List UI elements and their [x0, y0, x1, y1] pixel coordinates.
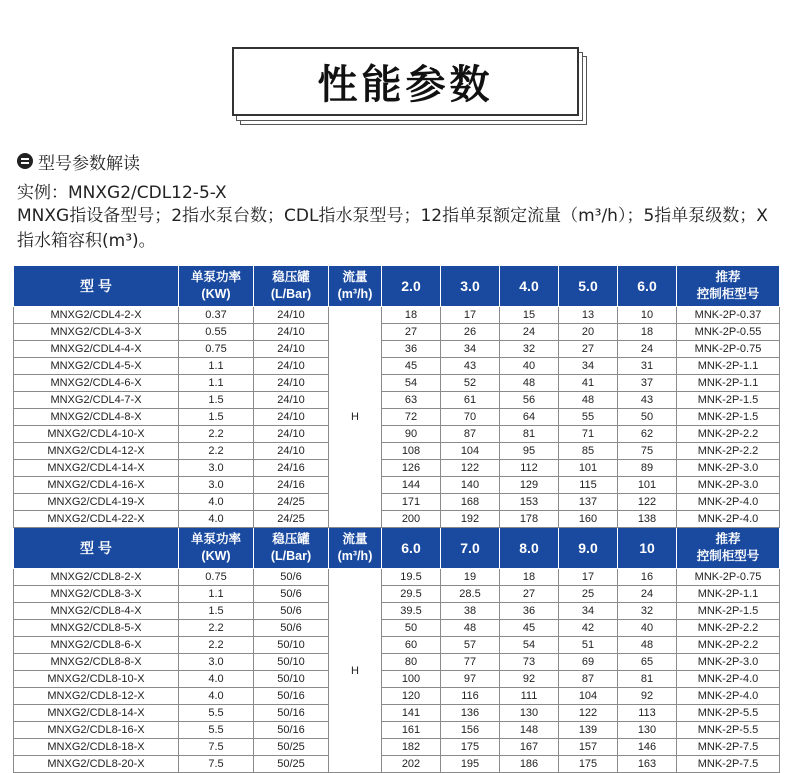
cell-power: 1.1 [179, 586, 254, 603]
cell-head-value: 50 [618, 409, 677, 426]
table-row [14, 688, 780, 705]
table-row [14, 722, 780, 739]
cell-model: MNXG2/CDL4-3-X [14, 324, 179, 341]
table-row [14, 671, 780, 688]
cell-head-value: 61 [441, 392, 500, 409]
cell-head-value: 70 [441, 409, 500, 426]
cell-power: 0.55 [179, 324, 254, 341]
cell-head-value: 186 [500, 756, 559, 773]
cell-head-value: 27 [559, 341, 618, 358]
cell-head-value: 25 [559, 586, 618, 603]
cell-head-value: 55 [559, 409, 618, 426]
cell-head-value: 18 [500, 569, 559, 586]
cell-head-value: 31 [618, 358, 677, 375]
cell-model: MNXG2/CDL4-16-X [14, 477, 179, 494]
cell-power: 4.0 [179, 511, 254, 528]
cell-head-value: 40 [500, 358, 559, 375]
cell-head-value: 50 [382, 620, 441, 637]
cell-head-value: 43 [441, 358, 500, 375]
header-tank [254, 266, 329, 307]
cell-tank: 50/6 [254, 620, 329, 637]
table-row [14, 392, 780, 409]
cell-cabinet: MNK-2P-5.5 [677, 705, 780, 722]
cell-head-value: 64 [500, 409, 559, 426]
cell-head-value: 71 [559, 426, 618, 443]
cell-power: 7.5 [179, 739, 254, 756]
header-flow-q3: 4.0 [500, 266, 559, 307]
cell-cabinet: MNK-2P-2.2 [677, 620, 780, 637]
cell-model: MNXG2/CDL8-18-X [14, 739, 179, 756]
cell-model: MNXG2/CDL4-7-X [14, 392, 179, 409]
header-power-line1: 单泵功率 [190, 270, 241, 284]
cell-model: MNXG2/CDL4-4-X [14, 341, 179, 358]
cell-head-value: 157 [559, 739, 618, 756]
cell-cabinet: MNK-2P-0.75 [677, 341, 780, 358]
cell-head-value: 24 [618, 341, 677, 358]
cell-head-value: 81 [500, 426, 559, 443]
cell-model: MNXG2/CDL8-20-X [14, 756, 179, 773]
cell-head-value: 56 [500, 392, 559, 409]
table-row [14, 307, 780, 324]
header-cabinet-line1: 推荐 [715, 532, 741, 546]
cell-cabinet: MNK-2P-1.5 [677, 409, 780, 426]
header-flow-q4: 5.0 [559, 266, 618, 307]
cell-head-value: 77 [441, 654, 500, 671]
header-model: 型 号 [14, 528, 179, 569]
cell-cabinet: MNK-2P-1.5 [677, 392, 780, 409]
cell-head-value: 140 [441, 477, 500, 494]
cell-model: MNXG2/CDL8-12-X [14, 688, 179, 705]
cell-head-value: 156 [441, 722, 500, 739]
cell-tank: 50/16 [254, 705, 329, 722]
header-tank [254, 528, 329, 569]
cell-model: MNXG2/CDL8-6-X [14, 637, 179, 654]
cell-power: 2.2 [179, 620, 254, 637]
cell-model: MNXG2/CDL4-14-X [14, 460, 179, 477]
cell-head-value: 17 [441, 307, 500, 324]
cell-head-value: 100 [382, 671, 441, 688]
cell-model: MNXG2/CDL8-10-X [14, 671, 179, 688]
cell-power: 7.5 [179, 756, 254, 773]
cell-head-value: 32 [500, 341, 559, 358]
cell-cabinet: MNK-2P-2.2 [677, 426, 780, 443]
cell-power: 1.5 [179, 409, 254, 426]
cell-power: 4.0 [179, 688, 254, 705]
cell-head-value: 85 [559, 443, 618, 460]
cell-head-value: 36 [382, 341, 441, 358]
cell-model: MNXG2/CDL8-3-X [14, 586, 179, 603]
cell-tank: 24/10 [254, 341, 329, 358]
cell-head-value: 101 [559, 460, 618, 477]
cell-head-value: 122 [559, 705, 618, 722]
cell-head-value: 171 [382, 494, 441, 511]
cell-head-value: 95 [500, 443, 559, 460]
cell-head-value: 120 [382, 688, 441, 705]
cell-head-value: 153 [500, 494, 559, 511]
table-row [14, 460, 780, 477]
cell-cabinet: MNK-2P-3.0 [677, 654, 780, 671]
cell-head-value: 139 [559, 722, 618, 739]
table-row [14, 569, 780, 586]
table-row [14, 426, 780, 443]
cell-head-value: 192 [441, 511, 500, 528]
header-flow [329, 266, 382, 307]
cell-cabinet: MNK-2P-4.0 [677, 671, 780, 688]
cell-head-value: 57 [441, 637, 500, 654]
cell-head-value: 202 [382, 756, 441, 773]
banner-front-frame [232, 47, 579, 116]
header-model: 型 号 [14, 266, 179, 307]
cell-cabinet: MNK-2P-1.1 [677, 375, 780, 392]
cell-model: MNXG2/CDL8-16-X [14, 722, 179, 739]
cell-head-value: 111 [500, 688, 559, 705]
header-tank-line2: (L/Bar) [270, 549, 312, 563]
cell-tank: 50/10 [254, 671, 329, 688]
cell-cabinet: MNK-2P-7.5 [677, 756, 780, 773]
cell-head-value: 195 [441, 756, 500, 773]
cell-model: MNXG2/CDL4-19-X [14, 494, 179, 511]
cell-tank: 50/16 [254, 722, 329, 739]
cell-cabinet: MNK-2P-4.0 [677, 494, 780, 511]
header-flow-line1: 流量 [342, 270, 368, 284]
cell-head-value: 42 [559, 620, 618, 637]
cell-head-value: 163 [618, 756, 677, 773]
cell-head-value: 126 [382, 460, 441, 477]
table-row [14, 756, 780, 773]
cell-head-value: 87 [559, 671, 618, 688]
cell-tank: 50/16 [254, 688, 329, 705]
cell-cabinet: MNK-2P-1.5 [677, 603, 780, 620]
cell-tank: 24/10 [254, 307, 329, 324]
table-row [14, 603, 780, 620]
cell-cabinet: MNK-2P-0.55 [677, 324, 780, 341]
header-power-line2: (KW) [201, 549, 231, 563]
cell-cabinet: MNK-2P-5.5 [677, 722, 780, 739]
cell-head-value: 32 [618, 603, 677, 620]
cell-cabinet: MNK-2P-0.37 [677, 307, 780, 324]
page-title: 性能参数 [317, 62, 494, 108]
cell-tank: 24/10 [254, 443, 329, 460]
header-flow-q2: 7.0 [441, 528, 500, 569]
cell-head-value: 101 [618, 477, 677, 494]
cell-head-value: 92 [500, 671, 559, 688]
cell-head-value: 27 [382, 324, 441, 341]
cell-head-value: 63 [382, 392, 441, 409]
cell-tank: 50/6 [254, 586, 329, 603]
cell-head-value: 69 [559, 654, 618, 671]
cell-head-value: 148 [500, 722, 559, 739]
cell-head-value: 45 [382, 358, 441, 375]
header-power [179, 266, 254, 307]
cell-head-value: 108 [382, 443, 441, 460]
cell-head-value: 200 [382, 511, 441, 528]
cell-head-value: 24 [618, 586, 677, 603]
cell-power: 1.1 [179, 375, 254, 392]
cell-model: MNXG2/CDL8-5-X [14, 620, 179, 637]
header-flow-q4: 9.0 [559, 528, 618, 569]
cell-tank: 24/16 [254, 460, 329, 477]
cell-head-value: 48 [618, 637, 677, 654]
cell-cabinet: MNK-2P-3.0 [677, 460, 780, 477]
header-cabinet-line2: 控制柜型号 [696, 549, 760, 563]
cell-head-value: 48 [500, 375, 559, 392]
table-row [14, 586, 780, 603]
cell-head-value: 122 [441, 460, 500, 477]
cell-head-label: H [329, 307, 382, 528]
cell-head-value: 62 [618, 426, 677, 443]
cell-head-value: 92 [618, 688, 677, 705]
cell-head-value: 26 [441, 324, 500, 341]
cell-cabinet: MNK-2P-4.0 [677, 688, 780, 705]
cell-head-value: 73 [500, 654, 559, 671]
section-title: 型号参数解读 [38, 153, 140, 174]
cell-tank: 24/10 [254, 324, 329, 341]
header-flow-q5: 10 [618, 528, 677, 569]
cell-model: MNXG2/CDL4-12-X [14, 443, 179, 460]
header-flow-line1: 流量 [342, 532, 368, 546]
cell-head-label: H [329, 569, 382, 773]
cell-head-value: 45 [500, 620, 559, 637]
cell-power: 3.0 [179, 477, 254, 494]
cell-tank: 24/10 [254, 375, 329, 392]
cell-power: 0.37 [179, 307, 254, 324]
table-row [14, 443, 780, 460]
cell-model: MNXG2/CDL8-4-X [14, 603, 179, 620]
header-cabinet-line2: 控制柜型号 [696, 287, 760, 301]
table-row [14, 511, 780, 528]
header-flow-q2: 3.0 [441, 266, 500, 307]
cell-head-value: 75 [618, 443, 677, 460]
cell-head-value: 37 [618, 375, 677, 392]
cell-head-value: 17 [559, 569, 618, 586]
header-flow-line2: (m³/h) [337, 549, 373, 563]
cell-model: MNXG2/CDL8-14-X [14, 705, 179, 722]
cell-head-value: 43 [618, 392, 677, 409]
cell-cabinet: MNK-2P-7.5 [677, 739, 780, 756]
header-flow-q1: 2.0 [382, 266, 441, 307]
cell-model: MNXG2/CDL4-6-X [14, 375, 179, 392]
cell-tank: 50/6 [254, 569, 329, 586]
cell-head-value: 175 [441, 739, 500, 756]
cell-head-value: 54 [500, 637, 559, 654]
cell-tank: 50/10 [254, 654, 329, 671]
cell-power: 2.2 [179, 637, 254, 654]
cell-tank: 24/10 [254, 392, 329, 409]
cell-head-value: 137 [559, 494, 618, 511]
table-row [14, 324, 780, 341]
cell-head-value: 81 [618, 671, 677, 688]
cell-head-value: 41 [559, 375, 618, 392]
cell-head-value: 34 [559, 603, 618, 620]
cell-model: MNXG2/CDL8-2-X [14, 569, 179, 586]
header-flow-q3: 8.0 [500, 528, 559, 569]
cell-head-value: 20 [559, 324, 618, 341]
header-tank-line2: (L/Bar) [270, 287, 312, 301]
cell-head-value: 167 [500, 739, 559, 756]
cell-cabinet: MNK-2P-3.0 [677, 477, 780, 494]
cell-tank: 24/25 [254, 511, 329, 528]
cell-tank: 24/10 [254, 426, 329, 443]
header-tank-line1: 稳压罐 [272, 532, 310, 546]
cell-head-value: 72 [382, 409, 441, 426]
cell-tank: 24/10 [254, 358, 329, 375]
cell-head-value: 122 [618, 494, 677, 511]
cell-head-value: 24 [500, 324, 559, 341]
cell-head-value: 129 [500, 477, 559, 494]
cell-tank: 24/10 [254, 409, 329, 426]
cell-power: 0.75 [179, 569, 254, 586]
header-flow [329, 528, 382, 569]
cell-head-value: 90 [382, 426, 441, 443]
cell-model: MNXG2/CDL8-8-X [14, 654, 179, 671]
header-cabinet-line1: 推荐 [715, 270, 741, 284]
spec-table [13, 265, 780, 773]
cell-head-value: 18 [618, 324, 677, 341]
cell-head-value: 130 [618, 722, 677, 739]
cell-head-value: 19.5 [382, 569, 441, 586]
table-row [14, 341, 780, 358]
cell-model: MNXG2/CDL4-5-X [14, 358, 179, 375]
cell-head-value: 113 [618, 705, 677, 722]
cell-head-value: 161 [382, 722, 441, 739]
cell-head-value: 15 [500, 307, 559, 324]
header-flow-q1: 6.0 [382, 528, 441, 569]
cell-head-value: 144 [382, 477, 441, 494]
cell-head-value: 51 [559, 637, 618, 654]
cell-head-value: 60 [382, 637, 441, 654]
cell-head-value: 18 [382, 307, 441, 324]
header-flow-q5: 6.0 [618, 266, 677, 307]
cell-power: 3.0 [179, 654, 254, 671]
cell-cabinet: MNK-2P-1.1 [677, 586, 780, 603]
cell-power: 5.5 [179, 722, 254, 739]
cell-model: MNXG2/CDL4-2-X [14, 307, 179, 324]
header-flow-line2: (m³/h) [337, 287, 373, 301]
cell-head-value: 136 [441, 705, 500, 722]
cell-head-value: 168 [441, 494, 500, 511]
cell-tank: 24/16 [254, 477, 329, 494]
cell-head-value: 36 [500, 603, 559, 620]
cell-head-value: 39.5 [382, 603, 441, 620]
cell-head-value: 112 [500, 460, 559, 477]
cell-head-value: 115 [559, 477, 618, 494]
cell-head-value: 89 [618, 460, 677, 477]
cell-head-value: 13 [559, 307, 618, 324]
cell-head-value: 175 [559, 756, 618, 773]
cell-cabinet: MNK-2P-4.0 [677, 511, 780, 528]
cell-head-value: 141 [382, 705, 441, 722]
title-banner [232, 47, 587, 125]
cell-head-value: 178 [500, 511, 559, 528]
cell-power: 4.0 [179, 671, 254, 688]
example-text: 实例：MNXG2/CDL12-5-X [17, 183, 227, 203]
cell-head-value: 34 [441, 341, 500, 358]
table-row [14, 620, 780, 637]
table-header-row [14, 528, 780, 569]
cell-head-value: 138 [618, 511, 677, 528]
cell-power: 2.2 [179, 443, 254, 460]
header-tank-line1: 稳压罐 [272, 270, 310, 284]
cell-power: 1.5 [179, 392, 254, 409]
cell-head-value: 40 [618, 620, 677, 637]
cell-head-value: 104 [559, 688, 618, 705]
cell-head-value: 116 [441, 688, 500, 705]
explanation-text: MNXG指设备型号；2指水泵台数；CDL指水泵型号；12指单泵额定流量（m³/h）；5指单泵级数；X指水箱容积(m³)。 [17, 206, 768, 251]
cell-power: 2.2 [179, 426, 254, 443]
cell-power: 4.0 [179, 494, 254, 511]
cell-power: 5.5 [179, 705, 254, 722]
cell-tank: 50/6 [254, 603, 329, 620]
cell-head-value: 38 [441, 603, 500, 620]
cell-head-value: 104 [441, 443, 500, 460]
table-row [14, 705, 780, 722]
header-power [179, 528, 254, 569]
cell-power: 1.1 [179, 358, 254, 375]
list-icon [17, 153, 33, 169]
cell-tank: 24/25 [254, 494, 329, 511]
cell-tank: 50/10 [254, 637, 329, 654]
cell-head-value: 48 [441, 620, 500, 637]
table-header-row [14, 266, 780, 307]
cell-head-value: 97 [441, 671, 500, 688]
cell-head-value: 52 [441, 375, 500, 392]
cell-head-value: 10 [618, 307, 677, 324]
header-cabinet [677, 266, 780, 307]
table-row [14, 494, 780, 511]
cell-head-value: 182 [382, 739, 441, 756]
cell-head-value: 29.5 [382, 586, 441, 603]
header-power-line2: (KW) [201, 287, 231, 301]
table-row [14, 409, 780, 426]
cell-head-value: 34 [559, 358, 618, 375]
cell-model: MNXG2/CDL4-8-X [14, 409, 179, 426]
cell-head-value: 27 [500, 586, 559, 603]
cell-cabinet: MNK-2P-2.2 [677, 443, 780, 460]
cell-head-value: 87 [441, 426, 500, 443]
cell-head-value: 65 [618, 654, 677, 671]
table-row [14, 739, 780, 756]
cell-model: MNXG2/CDL4-10-X [14, 426, 179, 443]
cell-power: 1.5 [179, 603, 254, 620]
cell-head-value: 160 [559, 511, 618, 528]
section-heading [17, 150, 140, 172]
table-row [14, 654, 780, 671]
cell-cabinet: MNK-2P-2.2 [677, 637, 780, 654]
cell-head-value: 48 [559, 392, 618, 409]
cell-cabinet: MNK-2P-0.75 [677, 569, 780, 586]
cell-head-value: 54 [382, 375, 441, 392]
header-cabinet [677, 528, 780, 569]
cell-head-value: 28.5 [441, 586, 500, 603]
table-row [14, 477, 780, 494]
cell-head-value: 146 [618, 739, 677, 756]
table-row [14, 375, 780, 392]
cell-tank: 50/25 [254, 756, 329, 773]
cell-cabinet: MNK-2P-1.1 [677, 358, 780, 375]
header-power-line1: 单泵功率 [190, 532, 241, 546]
cell-head-value: 19 [441, 569, 500, 586]
table-row [14, 637, 780, 654]
cell-head-value: 80 [382, 654, 441, 671]
cell-head-value: 16 [618, 569, 677, 586]
cell-head-value: 130 [500, 705, 559, 722]
table-row [14, 358, 780, 375]
cell-power: 0.75 [179, 341, 254, 358]
cell-model: MNXG2/CDL4-22-X [14, 511, 179, 528]
cell-tank: 50/25 [254, 739, 329, 756]
cell-power: 3.0 [179, 460, 254, 477]
